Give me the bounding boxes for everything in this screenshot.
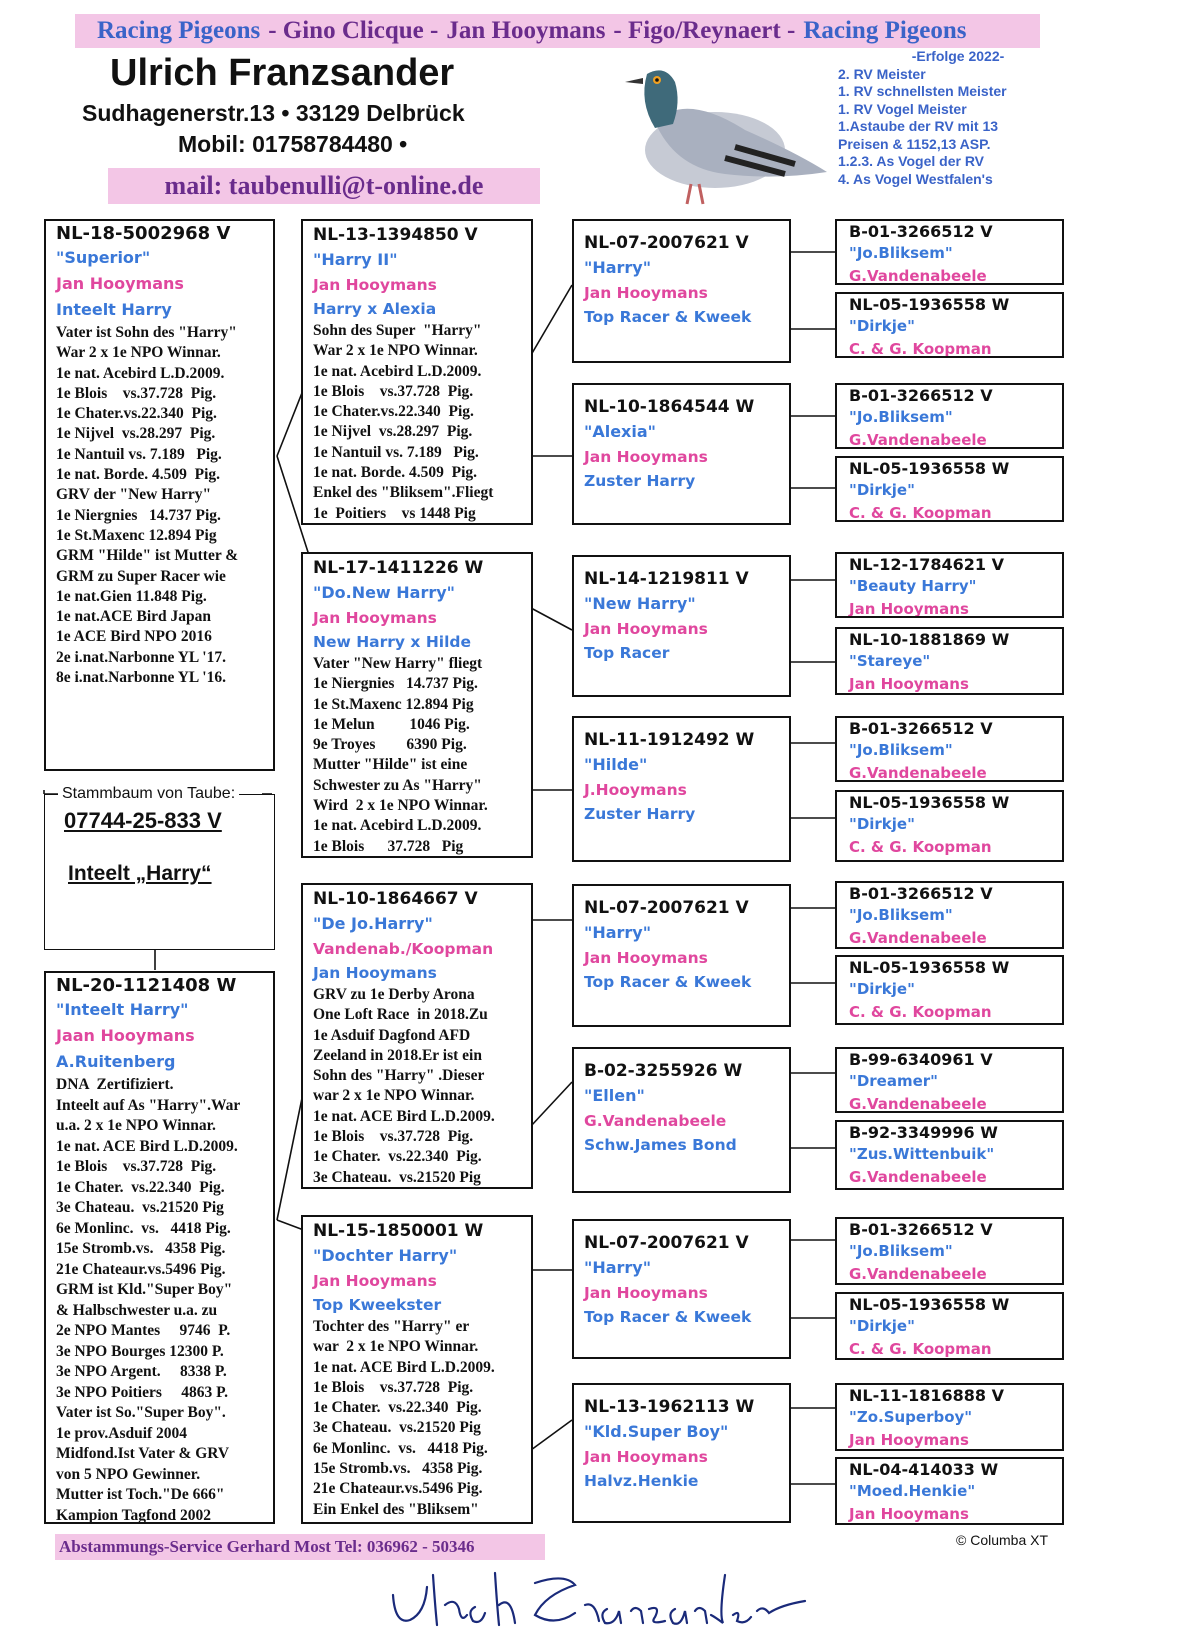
gggp-ring: NL-05-1936558 W: [849, 295, 1010, 314]
father-name: "Superior": [56, 248, 151, 267]
father-ring: NL-18-5002968 V: [56, 223, 231, 244]
gggp-card[interactable]: [835, 552, 1064, 618]
gggp-card[interactable]: [835, 1292, 1064, 1360]
gggp-breeder: G.Vandenabeele: [849, 1095, 987, 1113]
gggp-card[interactable]: [835, 881, 1064, 949]
gggp-name: "Moed.Henkie": [849, 1482, 976, 1500]
ggp-ring: NL-07-2007621 V: [584, 1233, 749, 1253]
gggp-name: "Beauty Harry": [849, 577, 977, 595]
gggp-name: "Zus.Wittenbuik": [849, 1145, 995, 1163]
mother-ring: NL-20-1121408 W: [56, 975, 237, 996]
ggp-breeder: G.Vandenabeele: [584, 1112, 727, 1130]
grandparent-ring: NL-17-1411226 W: [313, 558, 484, 578]
gggp-name: "Dreamer": [849, 1072, 938, 1090]
ggp-ring: NL-11-1912492 W: [584, 730, 755, 750]
ggp-ring: NL-13-1962113 W: [584, 1397, 755, 1417]
subject-ring: 07744-25-833 V: [64, 808, 222, 833]
ggp-name: "Ellen": [584, 1086, 645, 1105]
great-grandparent-card[interactable]: [572, 716, 791, 862]
mother-card[interactable]: [44, 971, 275, 1524]
gggp-ring: B-92-3349996 W: [849, 1123, 998, 1142]
gggp-name: "Zo.Superboy": [849, 1408, 973, 1426]
great-grandparent-card[interactable]: [572, 1383, 791, 1523]
success-item: 1.2.3. As Vogel der RV: [838, 153, 985, 169]
grandparent-breeder: Jan Hooymans: [313, 609, 437, 627]
mother-breeder: Jaan Hooymans: [56, 1026, 195, 1045]
grandparent-line: New Harry x Hilde: [313, 633, 472, 651]
gggp-breeder: G.Vandenabeele: [849, 764, 987, 782]
great-grandparent-card[interactable]: [572, 383, 791, 525]
great-grandparent-card[interactable]: [572, 219, 791, 363]
grandparent-name: "Harry II": [313, 250, 398, 269]
great-grandparent-card[interactable]: [572, 884, 791, 1027]
gggp-card[interactable]: [835, 292, 1064, 358]
gggp-breeder: G.Vandenabeele: [849, 431, 987, 449]
grandparent-card[interactable]: [301, 883, 533, 1189]
gggp-card[interactable]: [835, 1217, 1064, 1285]
gggp-breeder: Jan Hooymans: [849, 675, 969, 693]
grandparent-name: "Do.New Harry": [313, 583, 456, 602]
gggp-name: "Jo.Bliksem": [849, 906, 953, 924]
gggp-breeder: G.Vandenabeele: [849, 1168, 987, 1186]
gggp-name: "Dirkje": [849, 317, 915, 335]
grandparent-line: Top Kweekster: [313, 1296, 442, 1314]
grandparent-name: "De Jo.Harry": [313, 914, 433, 933]
gggp-ring: B-01-3266512 V: [849, 386, 993, 405]
grandparent-description: Sohn des Super "Harry" War 2 x 1e NPO Winnar. 1e nat. Acebird L.D.2009. 1e Blois vs.37.728 Pig. 1e Chater.vs.22.340 Pig. 1e Nijvel vs.28.297 Pig. 1e Nantuil vs. 7.189 Pig. 1e nat. Borde. 4.509 Pig. Enkel des "Bliksem".Fliegt 1e Poitiers vs 1448 Pig: [313, 322, 494, 522]
ggp-ring: B-02-3255926 W: [584, 1061, 743, 1081]
handwritten-signature: [385, 1565, 815, 1635]
ggp-line: Halvz.Henkie: [584, 1472, 699, 1490]
grandparent-ring: NL-13-1394850 V: [313, 225, 478, 245]
ggp-line: Schw.James Bond: [584, 1136, 737, 1154]
gggp-ring: NL-05-1936558 W: [849, 459, 1010, 478]
gggp-card[interactable]: [835, 1120, 1064, 1190]
grandparent-ring: NL-15-1850001 W: [313, 1221, 484, 1241]
father-card[interactable]: [44, 219, 275, 771]
breeder-name: Ulrich Franzsander: [110, 52, 455, 94]
ggp-ring: NL-10-1864544 W: [584, 397, 755, 417]
ggp-name: "Kld.Super Boy": [584, 1422, 729, 1441]
great-grandparent-card[interactable]: [572, 1047, 791, 1193]
gggp-card[interactable]: [835, 219, 1064, 285]
grandparent-description: Vater "New Harry" fliegt 1e Niergnies 14.737 Pig. 1e St.Maxenc 12.894 Pig 1e Melun 1046 Pig. 9e Troyes 6390 Pig. Mutter "Hilde" ist eine Schwester zu As "Harry" Wird 2 x 1e NPO Winnar. 1e nat. Acebird L.D.2009. 1e Blois 37.728 Pig: [313, 655, 488, 855]
gggp-breeder: C. & G. Koopman: [849, 838, 992, 856]
father-breeder: Jan Hooymans: [56, 274, 184, 293]
banner-text-1: Racing Pigeons: [97, 17, 261, 44]
ggp-line: Top Racer & Kweek: [584, 308, 752, 326]
grandparent-ring: NL-10-1864667 V: [313, 889, 478, 909]
banner-text-3: Jan Hooymans: [446, 17, 606, 44]
success-item: 1. RV schnellsten Meister: [838, 83, 1007, 99]
gggp-breeder: C. & G. Koopman: [849, 1340, 992, 1358]
grandparent-card[interactable]: [301, 552, 533, 858]
gggp-name: "Jo.Bliksem": [849, 408, 953, 426]
ggp-name: "Harry": [584, 258, 652, 277]
subject-name: Inteelt „Harry“: [68, 862, 212, 885]
footer-service: Abstammungs-Service Gerhard Most Tel: 036962 - 50346: [55, 1534, 545, 1560]
breeder-address: Sudhagenerstr.13 • 33129 Delbrück: [82, 100, 465, 126]
breeder-mobile: Mobil: 01758784480 •: [178, 131, 408, 157]
gggp-ring: NL-05-1936558 W: [849, 958, 1010, 977]
banner-text-4: - Figo/Reynaert -: [613, 17, 796, 44]
subject-label: Stammbaum von Taube:: [58, 785, 239, 803]
mother-name: "Inteelt Harry": [56, 1000, 189, 1019]
gggp-name: "Dirkje": [849, 481, 915, 499]
gggp-breeder: Jan Hooymans: [849, 1505, 969, 1523]
gggp-ring: NL-05-1936558 W: [849, 1295, 1010, 1314]
ggp-name: "Hilde": [584, 755, 648, 774]
gggp-card[interactable]: [835, 1457, 1064, 1525]
gggp-ring: NL-10-1881869 W: [849, 630, 1010, 649]
grandparent-line: Harry x Alexia: [313, 300, 437, 318]
banner-text-2: - Gino Clicque -: [268, 17, 439, 44]
successes-title: -Erfolge 2022-: [911, 48, 1005, 64]
grandparent-description: Tochter des "Harry" er war 2 x 1e NPO Winnar. 1e nat. ACE Bird L.D.2009. 1e Blois vs.37.728 Pig. 1e Chater. vs.22.340 Pig. 3e Chateau. vs.21520 Pig 6e Monlinc. vs. 4418 Pig. 15e Stromb.vs. 4358 Pig. 21e Chateaur.vs.5496 Pig. Ein Enkel des "Bliksem": [313, 1318, 495, 1518]
gggp-name: "Dirkje": [849, 815, 915, 833]
gggp-breeder: Jan Hooymans: [849, 1431, 969, 1449]
gggp-ring: B-01-3266512 V: [849, 222, 993, 241]
grandparent-name: "Dochter Harry": [313, 1246, 458, 1265]
gggp-ring: NL-05-1936558 W: [849, 793, 1010, 812]
grandparent-breeder: Vandenab./Koopman: [313, 940, 494, 958]
ggp-breeder: Jan Hooymans: [584, 448, 708, 466]
gggp-name: "Dirkje": [849, 980, 915, 998]
gggp-ring: B-01-3266512 V: [849, 1220, 993, 1239]
gggp-card[interactable]: [835, 1383, 1064, 1451]
great-grandparent-card[interactable]: [572, 1219, 791, 1359]
ggp-line: Top Racer & Kweek: [584, 1308, 752, 1326]
great-grandparent-card[interactable]: [572, 555, 791, 697]
breeder-mail[interactable]: mail: taubenulli@t-online.de: [108, 168, 540, 204]
gggp-breeder: Jan Hooymans: [849, 600, 969, 618]
success-item: 1.Astaube der RV mit 13: [838, 118, 999, 134]
gggp-name: "Stareye": [849, 652, 931, 670]
success-item: Preisen & 1152,13 ASP.: [838, 135, 991, 152]
ggp-line: Top Racer: [584, 644, 670, 662]
grandparent-description: GRV zu 1e Derby Arona One Loft Race in 2018.Zu 1e Asduif Dagfond AFD Zeeland in 2018.Er ist ein Sohn des "Harry" .Dieser war 2 x 1e NPO Winnar. 1e nat. ACE Bird L.D.2009. 1e Blois vs.37.728 Pig. 1e Chater. vs.22.340 Pig. 3e Chateau. vs.21520 Pig: [313, 986, 495, 1186]
ggp-name: "Alexia": [584, 422, 656, 441]
gggp-breeder: C. & G. Koopman: [849, 1003, 992, 1021]
father-line: Inteelt Harry: [56, 300, 172, 319]
grandparent-breeder: Jan Hooymans: [313, 1272, 437, 1290]
gggp-name: "Jo.Bliksem": [849, 1242, 953, 1260]
grandparent-card[interactable]: [301, 219, 533, 525]
ggp-breeder: Jan Hooymans: [584, 949, 708, 967]
ggp-name: "Harry": [584, 1258, 652, 1277]
ggp-name: "Harry": [584, 923, 652, 942]
gggp-breeder: G.Vandenabeele: [849, 267, 987, 285]
footer-copyright: © Columba XT: [956, 1532, 1049, 1548]
ggp-breeder: Jan Hooymans: [584, 1448, 708, 1466]
gggp-name: "Jo.Bliksem": [849, 741, 953, 759]
gggp-ring: B-99-6340961 V: [849, 1050, 993, 1069]
gggp-card[interactable]: [835, 790, 1064, 862]
gggp-ring: NL-12-1784621 V: [849, 555, 1005, 574]
ggp-ring: NL-14-1219811 V: [584, 569, 749, 589]
ggp-breeder: Jan Hooymans: [584, 284, 708, 302]
grandparent-breeder: Jan Hooymans: [313, 276, 437, 294]
father-description: Vater ist Sohn des "Harry" War 2 x 1e NPO Winnar. 1e nat. Acebird L.D.2009. 1e Blois vs.37.728 Pig. 1e Chater.vs.22.340 Pig. 1e Nijvel vs.28.297 Pig. 1e Nantuil vs. 7.189 Pig. 1e nat. Borde. 4.509 Pig. GRV der "New Harry" 1e Niergnies 14.737 Pig. 1e St.Maxenc 12.894 Pig GRM "Hilde" ist Mutter & GRM zu Super Racer wie 1e nat.Gien 11.848 Pig. 1e nat.ACE Bird Japan 1e ACE Bird NPO 2016 2e i.nat.Narbonne YL '17. 8e i.nat.Narbonne YL '16.: [56, 324, 239, 687]
grandparent-line: Jan Hooymans: [313, 964, 437, 982]
gggp-ring: B-01-3266512 V: [849, 719, 993, 738]
success-item: 1. RV Vogel Meister: [838, 100, 967, 117]
ggp-line: Zuster Harry: [584, 805, 696, 823]
gggp-ring: B-01-3266512 V: [849, 884, 993, 903]
gggp-breeder: G.Vandenabeele: [849, 929, 987, 947]
gggp-breeder: C. & G. Koopman: [849, 504, 992, 522]
ggp-line: Zuster Harry: [584, 472, 696, 490]
mother-description: DNA Zertifiziert. Inteelt auf As "Harry".War u.a. 2 x 1e NPO Winnar. 1e nat. ACE Bird L.D.2009. 1e Blois vs.37.728 Pig. 1e Chater. vs.22.340 Pig. 3e Chateau. vs.21520 Pig 6e Monlinc. vs. 4418 Pig. 15e Stromb.vs. 4358 Pig. 21e Chateaur.vs.5496 Pig. GRM ist Kld."Super Boy" & Halbschwester u.a. zu 2e NPO Mantes 9746 P. 3e NPO Bourges 12300 P. 3e NPO Argent. 8338 P. 3e NPO Poitiers 4863 P. Vater ist So."Super Boy". 1e prov.Asduif 2004 Midfond.Ist Vater & GRV von 5 NPO Gewinner. Mutter ist Toch."De 666" Kampion Tagfond 2002: [56, 1076, 241, 1524]
gggp-name: "Dirkje": [849, 1317, 915, 1335]
gggp-breeder: C. & G. Koopman: [849, 340, 992, 358]
gggp-card[interactable]: [835, 383, 1064, 449]
gggp-ring: NL-04-414033 W: [849, 1460, 999, 1479]
ggp-ring: NL-07-2007621 V: [584, 898, 749, 918]
grandparent-card[interactable]: [301, 1215, 533, 1524]
ggp-ring: NL-07-2007621 V: [584, 233, 749, 253]
gggp-name: "Jo.Bliksem": [849, 244, 953, 262]
ggp-line: Top Racer & Kweek: [584, 973, 752, 991]
mother-line: A.Ruitenberg: [56, 1052, 176, 1071]
success-item: 2. RV Meister: [838, 65, 926, 82]
ggp-breeder: Jan Hooymans: [584, 1284, 708, 1302]
gggp-breeder: G.Vandenabeele: [849, 1265, 987, 1283]
banner-text-5: Racing Pigeons: [803, 17, 967, 44]
success-item: 4. As Vogel Westfalen's: [838, 170, 993, 187]
ggp-breeder: Jan Hooymans: [584, 620, 708, 638]
ggp-breeder: J.Hooymans: [584, 781, 687, 799]
gggp-card[interactable]: [835, 456, 1064, 522]
gggp-card[interactable]: [835, 716, 1064, 782]
gggp-card[interactable]: [835, 955, 1064, 1025]
ggp-name: "New Harry": [584, 594, 696, 613]
gggp-card[interactable]: [835, 627, 1064, 695]
gggp-ring: NL-11-1816888 V: [849, 1386, 1005, 1405]
gggp-card[interactable]: [835, 1047, 1064, 1113]
